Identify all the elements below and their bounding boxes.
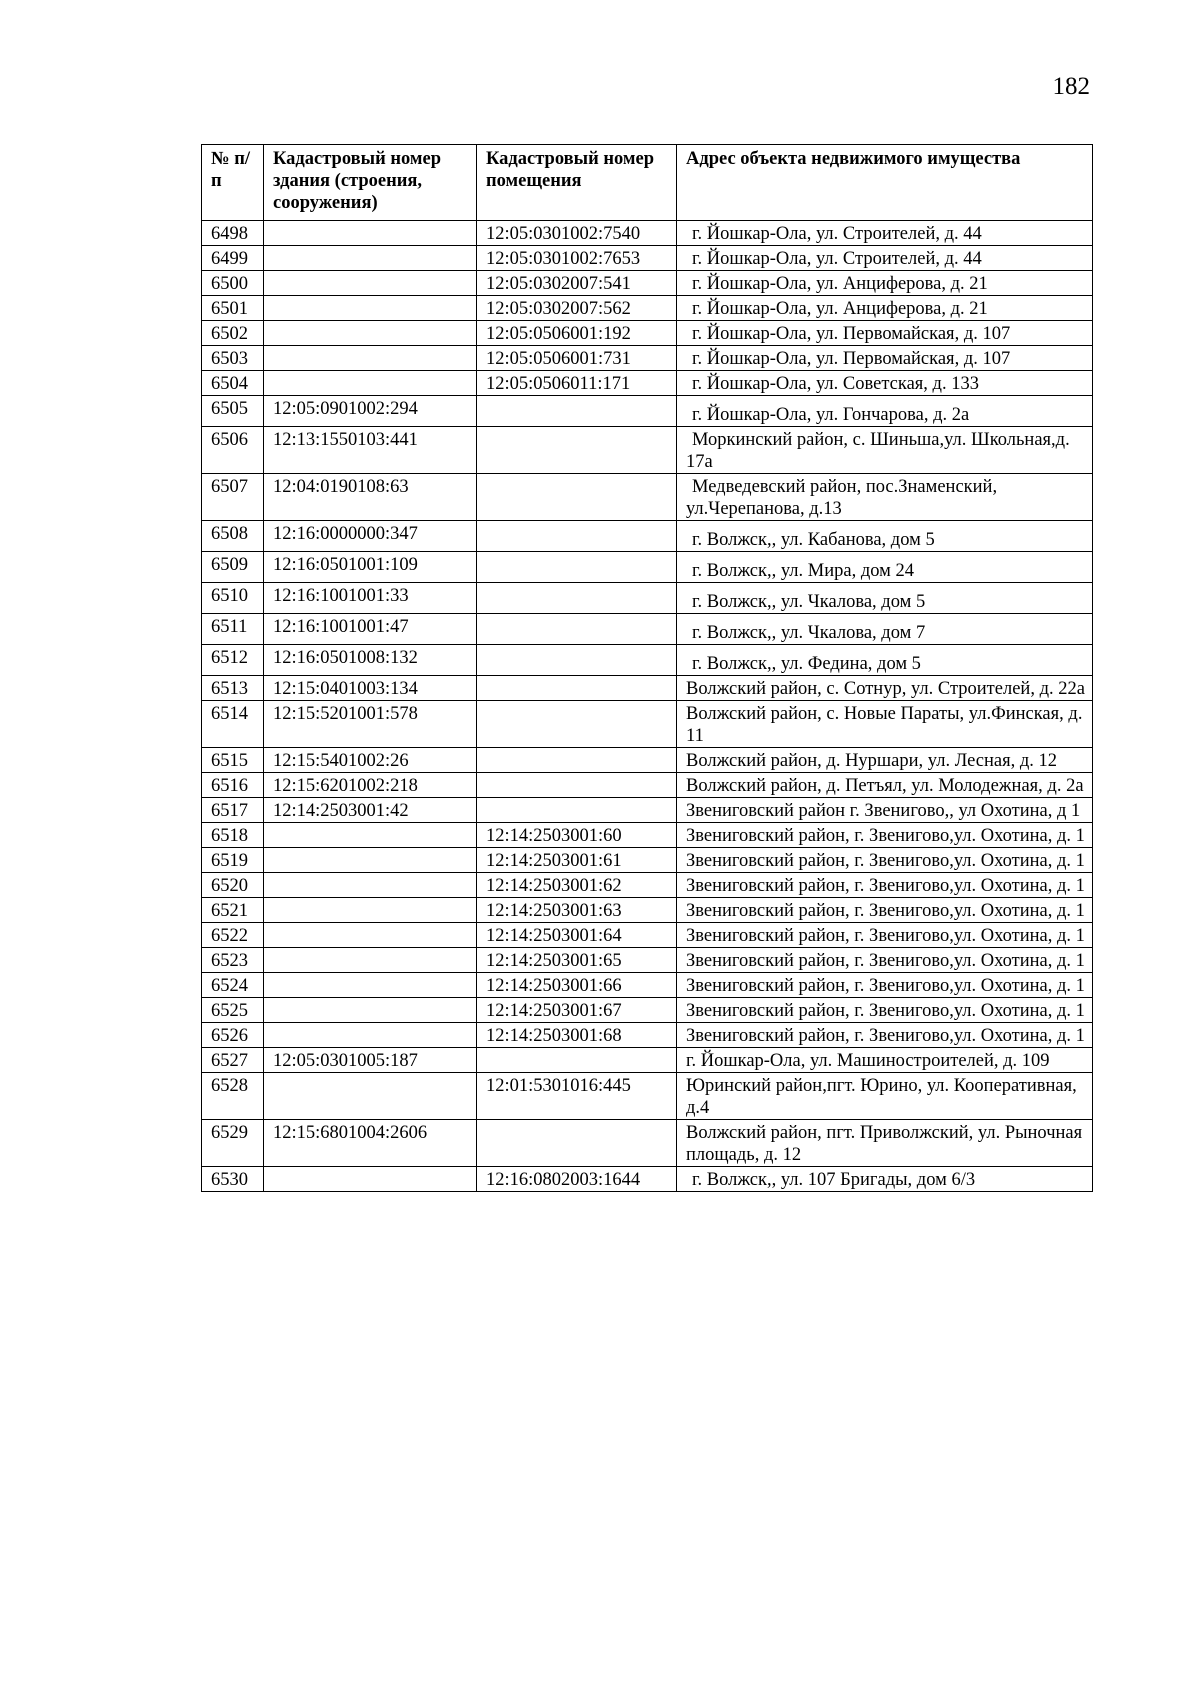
table-row xyxy=(202,474,1093,521)
cell-building-cadastral-number: 12:16:0501008:132 xyxy=(264,645,477,676)
cell-property-address: г. Волжск,, ул. Чкалова, дом 5 xyxy=(677,583,1093,614)
cell-row-number: 6522 xyxy=(202,923,264,948)
cell-room-cadastral-number: 12:05:0302007:562 xyxy=(477,296,677,321)
table-row xyxy=(202,221,1093,246)
cell-room-cadastral-number: 12:14:2503001:61 xyxy=(477,848,677,873)
cell-building-cadastral-number: 12:13:1550103:441 xyxy=(264,427,477,474)
cell-room-cadastral-number: 12:14:2503001:68 xyxy=(477,1023,677,1048)
cell-room-cadastral-number: 12:05:0302007:541 xyxy=(477,271,677,296)
cell-building-cadastral-number: 12:15:0401003:134 xyxy=(264,676,477,701)
table-row xyxy=(202,396,1093,427)
cell-building-cadastral-number: 12:16:1001001:33 xyxy=(264,583,477,614)
cell-row-number: 6506 xyxy=(202,427,264,474)
cell-building-cadastral-number xyxy=(264,346,477,371)
cell-property-address: г. Йошкар-Ола, ул. Строителей, д. 44 xyxy=(677,246,1093,271)
cell-room-cadastral-number: 12:14:2503001:66 xyxy=(477,973,677,998)
cell-row-number: 6507 xyxy=(202,474,264,521)
cell-property-address: Звениговский район, г. Звенигово,ул. Охотина, д. 1 xyxy=(677,948,1093,973)
cell-room-cadastral-number: 12:05:0301002:7540 xyxy=(477,221,677,246)
cell-row-number: 6518 xyxy=(202,823,264,848)
cell-building-cadastral-number: 12:14:2503001:42 xyxy=(264,798,477,823)
cell-property-address: г. Волжск,, ул. 107 Бригады, дом 6/3 xyxy=(677,1167,1093,1192)
table-row xyxy=(202,1167,1093,1192)
header-room-cadastral-number: Кадастровый номер помещения xyxy=(477,145,677,221)
table-row xyxy=(202,998,1093,1023)
cell-row-number: 6520 xyxy=(202,873,264,898)
cell-room-cadastral-number xyxy=(477,396,677,427)
cell-property-address: г. Йошкар-Ола, ул. Машиностроителей, д. 109 xyxy=(677,1048,1093,1073)
cell-property-address: Волжский район, пгт. Приволжский, ул. Рыночная площадь, д. 12 xyxy=(677,1120,1093,1167)
cell-row-number: 6502 xyxy=(202,321,264,346)
cell-property-address: Моркинский район, с. Шиньша,ул. Школьная,д. 17а xyxy=(677,427,1093,474)
cell-building-cadastral-number xyxy=(264,1073,477,1120)
cell-building-cadastral-number xyxy=(264,296,477,321)
cell-building-cadastral-number xyxy=(264,848,477,873)
cell-room-cadastral-number xyxy=(477,427,677,474)
cell-room-cadastral-number xyxy=(477,798,677,823)
cell-row-number: 6510 xyxy=(202,583,264,614)
header-property-address: Адрес объекта недвижимого имущества xyxy=(677,145,1093,221)
cell-room-cadastral-number: 12:05:0506001:731 xyxy=(477,346,677,371)
cell-room-cadastral-number xyxy=(477,583,677,614)
cell-row-number: 6503 xyxy=(202,346,264,371)
cell-property-address: Волжский район, с. Новые Параты, ул.Финская, д. 11 xyxy=(677,701,1093,748)
table-row xyxy=(202,246,1093,271)
cell-room-cadastral-number xyxy=(477,474,677,521)
cell-property-address: Волжский район, с. Сотнур, ул. Строителей, д. 22а xyxy=(677,676,1093,701)
cell-room-cadastral-number xyxy=(477,552,677,583)
cell-property-address: Звениговский район, г. Звенигово,ул. Охотина, д. 1 xyxy=(677,898,1093,923)
cell-room-cadastral-number xyxy=(477,521,677,552)
cell-row-number: 6505 xyxy=(202,396,264,427)
cell-building-cadastral-number: 12:05:0901002:294 xyxy=(264,396,477,427)
table-row xyxy=(202,676,1093,701)
cell-property-address: Звениговский район, г. Звенигово,ул. Охотина, д. 1 xyxy=(677,823,1093,848)
cell-row-number: 6509 xyxy=(202,552,264,583)
cell-building-cadastral-number xyxy=(264,1167,477,1192)
cell-property-address: Звениговский район, г. Звенигово,ул. Охотина, д. 1 xyxy=(677,873,1093,898)
cell-room-cadastral-number: 12:05:0301002:7653 xyxy=(477,246,677,271)
cell-property-address: г. Йошкар-Ола, ул. Советская, д. 133 xyxy=(677,371,1093,396)
cell-property-address: Медведевский район, пос.Знаменский, ул.Черепанова, д.13 xyxy=(677,474,1093,521)
table-row xyxy=(202,823,1093,848)
property-registry-table xyxy=(201,144,1093,1192)
cell-row-number: 6498 xyxy=(202,221,264,246)
table-row xyxy=(202,1023,1093,1048)
cell-row-number: 6511 xyxy=(202,614,264,645)
cell-property-address: Юринский район,пгт. Юрино, ул. Кооперативная, д.4 xyxy=(677,1073,1093,1120)
table-row xyxy=(202,748,1093,773)
page-number: 182 xyxy=(1052,73,1090,100)
cell-room-cadastral-number: 12:01:5301016:445 xyxy=(477,1073,677,1120)
table-row xyxy=(202,798,1093,823)
cell-property-address: Звениговский район, г. Звенигово,ул. Охотина, д. 1 xyxy=(677,923,1093,948)
cell-property-address: Звениговский район, г. Звенигово,ул. Охотина, д. 1 xyxy=(677,1023,1093,1048)
cell-building-cadastral-number xyxy=(264,898,477,923)
cell-building-cadastral-number: 12:16:0501001:109 xyxy=(264,552,477,583)
table-row xyxy=(202,701,1093,748)
cell-property-address: г. Йошкар-Ола, ул. Первомайская, д. 107 xyxy=(677,346,1093,371)
cell-row-number: 6529 xyxy=(202,1120,264,1167)
cell-building-cadastral-number xyxy=(264,321,477,346)
cell-row-number: 6504 xyxy=(202,371,264,396)
cell-room-cadastral-number: 12:14:2503001:63 xyxy=(477,898,677,923)
cell-room-cadastral-number xyxy=(477,614,677,645)
cell-room-cadastral-number: 12:05:0506001:192 xyxy=(477,321,677,346)
cell-row-number: 6513 xyxy=(202,676,264,701)
cell-property-address: Звениговский район, г. Звенигово,ул. Охотина, д. 1 xyxy=(677,848,1093,873)
cell-room-cadastral-number xyxy=(477,1120,677,1167)
table-body xyxy=(202,221,1093,1192)
cell-building-cadastral-number xyxy=(264,246,477,271)
cell-property-address: г. Волжск,, ул. Федина, дом 5 xyxy=(677,645,1093,676)
cell-property-address: Звениговский район, г. Звенигово,ул. Охотина, д. 1 xyxy=(677,973,1093,998)
cell-building-cadastral-number: 12:15:6201002:218 xyxy=(264,773,477,798)
cell-property-address: Волжский район, д. Петъял, ул. Молодежная, д. 2а xyxy=(677,773,1093,798)
cell-row-number: 6528 xyxy=(202,1073,264,1120)
cell-room-cadastral-number xyxy=(477,748,677,773)
cell-property-address: г. Волжск,, ул. Чкалова, дом 7 xyxy=(677,614,1093,645)
cell-building-cadastral-number: 12:16:0000000:347 xyxy=(264,521,477,552)
table-header xyxy=(202,145,1093,221)
cell-row-number: 6517 xyxy=(202,798,264,823)
table-row xyxy=(202,521,1093,552)
table-row xyxy=(202,427,1093,474)
cell-property-address: г. Йошкар-Ола, ул. Анциферова, д. 21 xyxy=(677,296,1093,321)
cell-building-cadastral-number xyxy=(264,221,477,246)
cell-row-number: 6516 xyxy=(202,773,264,798)
table-row xyxy=(202,1073,1093,1120)
table-row xyxy=(202,271,1093,296)
cell-property-address: г. Волжск,, ул. Кабанова, дом 5 xyxy=(677,521,1093,552)
table-row xyxy=(202,873,1093,898)
table-row xyxy=(202,948,1093,973)
table-row xyxy=(202,645,1093,676)
table-row xyxy=(202,614,1093,645)
cell-room-cadastral-number: 12:16:0802003:1644 xyxy=(477,1167,677,1192)
cell-building-cadastral-number xyxy=(264,271,477,296)
cell-row-number: 6521 xyxy=(202,898,264,923)
cell-row-number: 6525 xyxy=(202,998,264,1023)
table-row xyxy=(202,346,1093,371)
cell-building-cadastral-number xyxy=(264,998,477,1023)
cell-building-cadastral-number xyxy=(264,371,477,396)
cell-row-number: 6519 xyxy=(202,848,264,873)
cell-building-cadastral-number xyxy=(264,1023,477,1048)
table-row xyxy=(202,1048,1093,1073)
cell-property-address: г. Волжск,, ул. Мира, дом 24 xyxy=(677,552,1093,583)
cell-property-address: Звениговский район г. Звенигово,, ул Охотина, д 1 xyxy=(677,798,1093,823)
cell-row-number: 6527 xyxy=(202,1048,264,1073)
cell-room-cadastral-number xyxy=(477,773,677,798)
header-row-number: № п/п xyxy=(202,145,264,221)
cell-property-address: г. Йошкар-Ола, ул. Гончарова, д. 2а xyxy=(677,396,1093,427)
cell-room-cadastral-number: 12:14:2503001:67 xyxy=(477,998,677,1023)
cell-room-cadastral-number: 12:14:2503001:60 xyxy=(477,823,677,848)
cell-building-cadastral-number xyxy=(264,973,477,998)
cell-property-address: г. Йошкар-Ола, ул. Строителей, д. 44 xyxy=(677,221,1093,246)
cell-building-cadastral-number xyxy=(264,873,477,898)
cell-building-cadastral-number xyxy=(264,823,477,848)
cell-property-address: Звениговский район, г. Звенигово,ул. Охотина, д. 1 xyxy=(677,998,1093,1023)
cell-room-cadastral-number xyxy=(477,676,677,701)
table-row xyxy=(202,898,1093,923)
table-row xyxy=(202,371,1093,396)
cell-building-cadastral-number: 12:15:5401002:26 xyxy=(264,748,477,773)
cell-row-number: 6526 xyxy=(202,1023,264,1048)
table-row xyxy=(202,1120,1093,1167)
header-row xyxy=(202,145,1093,221)
cell-row-number: 6501 xyxy=(202,296,264,321)
cell-room-cadastral-number: 12:05:0506011:171 xyxy=(477,371,677,396)
cell-building-cadastral-number: 12:15:5201001:578 xyxy=(264,701,477,748)
header-building-cadastral-number: Кадастровый номер здания (строения, сооружения) xyxy=(264,145,477,221)
cell-room-cadastral-number xyxy=(477,701,677,748)
cell-room-cadastral-number: 12:14:2503001:65 xyxy=(477,948,677,973)
table-row xyxy=(202,973,1093,998)
table-row xyxy=(202,296,1093,321)
table-row xyxy=(202,848,1093,873)
cell-room-cadastral-number: 12:14:2503001:64 xyxy=(477,923,677,948)
cell-row-number: 6530 xyxy=(202,1167,264,1192)
cell-property-address: Волжский район, д. Нуршари, ул. Лесная, д. 12 xyxy=(677,748,1093,773)
cell-row-number: 6499 xyxy=(202,246,264,271)
cell-row-number: 6508 xyxy=(202,521,264,552)
cell-building-cadastral-number: 12:05:0301005:187 xyxy=(264,1048,477,1073)
cell-building-cadastral-number: 12:15:6801004:2606 xyxy=(264,1120,477,1167)
cell-building-cadastral-number xyxy=(264,923,477,948)
cell-room-cadastral-number xyxy=(477,645,677,676)
cell-building-cadastral-number: 12:04:0190108:63 xyxy=(264,474,477,521)
cell-building-cadastral-number xyxy=(264,948,477,973)
cell-room-cadastral-number: 12:14:2503001:62 xyxy=(477,873,677,898)
cell-property-address: г. Йошкар-Ола, ул. Первомайская, д. 107 xyxy=(677,321,1093,346)
cell-row-number: 6524 xyxy=(202,973,264,998)
cell-row-number: 6523 xyxy=(202,948,264,973)
cell-property-address: г. Йошкар-Ола, ул. Анциферова, д. 21 xyxy=(677,271,1093,296)
table-row xyxy=(202,552,1093,583)
cell-row-number: 6514 xyxy=(202,701,264,748)
cell-row-number: 6500 xyxy=(202,271,264,296)
table-row xyxy=(202,773,1093,798)
cell-room-cadastral-number xyxy=(477,1048,677,1073)
table-row xyxy=(202,321,1093,346)
table-row xyxy=(202,923,1093,948)
cell-row-number: 6512 xyxy=(202,645,264,676)
table-row xyxy=(202,583,1093,614)
cell-row-number: 6515 xyxy=(202,748,264,773)
cell-building-cadastral-number: 12:16:1001001:47 xyxy=(264,614,477,645)
